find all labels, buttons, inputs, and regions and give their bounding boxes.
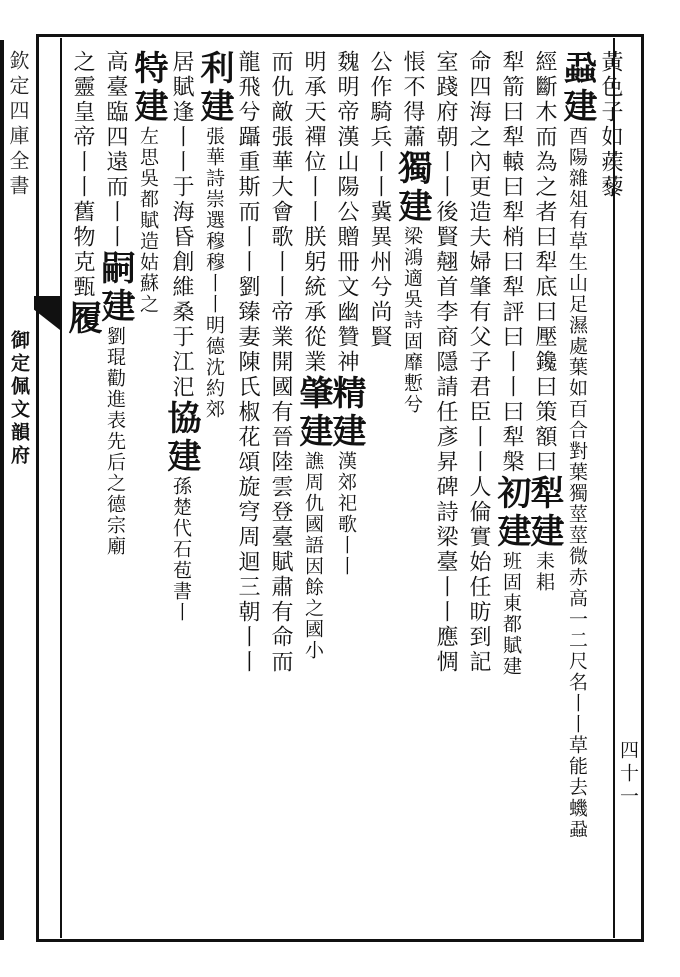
headword: 精建 [326, 375, 366, 451]
column-text: 譙周仇國語因餘之國小 [302, 451, 324, 661]
column-text: 漢郊祀歌丨丨 [335, 451, 357, 577]
column-text: 高臺臨四遠而丨丨 [103, 50, 128, 250]
column-text: 劉琨勸進表先后之德宗廟 [104, 326, 126, 557]
book-title: 欽定四庫全書 [6, 50, 30, 200]
section-title: 御定佩文韻府 [8, 330, 30, 468]
column-text: 室踐府朝丨丨後賢翹首李商隱請任彥昇碑詩梁臺丨丨應惆 [433, 50, 458, 675]
headword: 蝨建 [557, 50, 597, 126]
column-text: 魏明帝漢山陽公贈冊文幽贊神 [334, 50, 359, 375]
column-text: 酉陽雜俎有草生山足濕處葉如百合對葉獨莖莖微赤高一二尺名丨丨草能去蟣蝨 [566, 126, 588, 840]
headword: 特建 [128, 50, 168, 126]
column-text: 耒耜 [533, 551, 555, 593]
text-column [62, 50, 102, 930]
headword: 履 [62, 300, 102, 338]
column-text: 明承天禪位丨丨朕躬統承從業 [301, 50, 326, 375]
column-text: 經斷木而為之者曰犁底曰壓鑱曰策額曰 [532, 50, 557, 475]
column-text: 張華詩崇選穆穆丨丨明德沈約郊 [203, 126, 225, 420]
column-text: 而仇敵張華大會歌丨丨帝業開國有晉陸雲登臺賦肅有命而 [268, 50, 293, 675]
column-text: 梁鴻適吳詩固靡慙兮 [401, 226, 423, 415]
page-number: 四十一 [617, 740, 639, 809]
column-text: 班固東都賦建 [500, 551, 522, 677]
headword: 獨建 [392, 150, 432, 226]
column-text: 丨丨冀異州兮尚賢 [367, 150, 392, 350]
column-text: 黃色子如蒺藜 [598, 50, 623, 200]
headword: 利建 [194, 50, 234, 126]
column-text: 居賦逢丨丨于海昏創維桑于江汜 [169, 50, 194, 400]
headword: 初建 [491, 475, 531, 551]
headword: 犁建 [524, 475, 564, 551]
headword: 嗣建 [95, 250, 135, 326]
column-text: 之靈皇帝丨丨舊物克甄 [70, 50, 95, 300]
column-text: 悵不得蕭 [400, 50, 425, 150]
headword: 協建 [161, 400, 201, 476]
column-text: 犁箭曰犁轅曰犁梢曰犁評曰丨丨曰犁槃 [499, 50, 524, 475]
column-text: 龍飛兮躡重斯而丨丨劉臻妻陳氏椒花頌旋穹周迴三朝丨丨 [235, 50, 260, 675]
headword: 肇建 [293, 375, 333, 451]
column-text: 公作騎兵 [367, 50, 392, 150]
column-text: 命四海之內更造夫婦肇有父子君臣丨丨人倫實始任昉到記 [466, 50, 491, 675]
column-text: 左思吳都賦造姑蘇之 [137, 126, 159, 315]
column-text: 孫楚代石苞書丨 [170, 476, 192, 623]
